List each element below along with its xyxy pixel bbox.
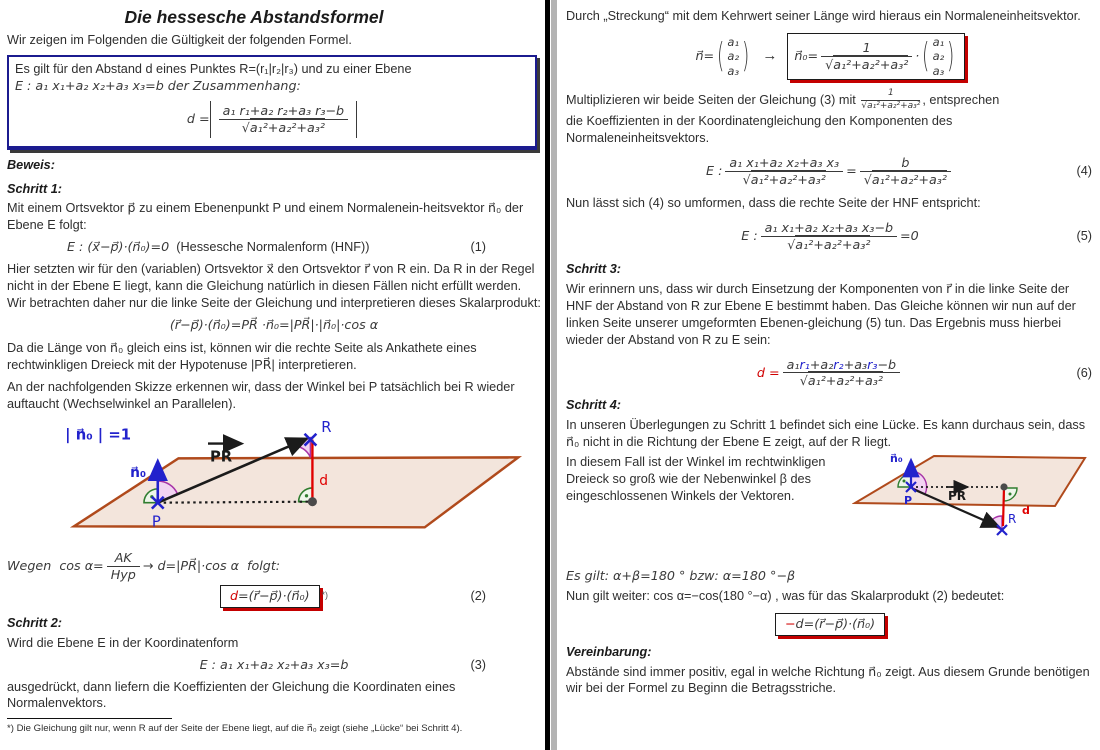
- fraction: $\frac{\text{a₁ r₁+a₂ r₂+a₃ r₃−b}}{\text{√a₁²+a₂²+a₃²}}$: [219, 103, 349, 136]
- plane-distance-diagram: [7, 416, 541, 548]
- label-n0-length: | n⃗₀ | =1: [65, 426, 132, 444]
- column-vector: ( a₁ a₂ a₃ ): [922, 34, 955, 78]
- equation-number: (4): [1076, 163, 1092, 178]
- equation-number: (6): [1076, 365, 1092, 380]
- paragraph: Nun lässt sich (4) so umformen, dass die rechte Seite der HNF entspricht:: [566, 196, 981, 211]
- heading-schritt1: Schritt 1:: [7, 181, 62, 196]
- formula-2-row: [7, 585, 541, 608]
- theorem-line2: E : a₁ x₁+a₂ x₂+a₃ x₃=b der Zusammenhang:: [15, 78, 301, 94]
- plane-distance-diagram-below: [852, 442, 1100, 560]
- formula-6: d = $\frac{\text{a₁r₁+a₂r₂+a₃r₃−b}}{\text{√a₁²+a₂²+a₃²}}$ (6): [756, 356, 1092, 389]
- label-R: R: [321, 419, 332, 437]
- paragraph: Mit einem Ortsvektor p⃗ zu einem Ebenenpunkt P und einem Normalenein-heitsvektor n⃗₀ der Ebene E folgt:: [7, 201, 524, 233]
- column-divider-black: [545, 0, 550, 750]
- paragraph: In diesem Fall ist der Winkel im rechtwinkligen Dreieck so groß wie der Nebenwinkel β des eingeschlossenen Winkels der Vektoren.: [566, 455, 826, 503]
- inline-fraction: $\frac{1}{\text{√a₁²+a₂²+a₃²}}$: [861, 88, 921, 111]
- formula-1: E : (x⃗−p⃗)·(n⃗₀)=0 (Hessesche Normalenform (HNF)) (1): [67, 239, 486, 255]
- paragraph: Es gilt: α+β=180 ° bzw: α=180 °−β: [566, 568, 796, 583]
- equation-number: (2): [470, 589, 486, 603]
- paragraph: ausgedrückt, dann liefern die Koeffizienten der Gleichung die Koordinaten eines Normalenvektors.: [7, 679, 456, 711]
- theorem-formula: d = $\frac{\text{a₁ r₁+a₂ r₂+a₃ r₃−b}}{\text{√a₁²+a₂²+a₃²}}$: [15, 101, 529, 138]
- heading-schritt3: Schritt 3:: [566, 262, 621, 277]
- label-R: R: [1008, 512, 1017, 526]
- angle-dot: [305, 494, 308, 497]
- formula-skalarprodukt: (r⃗−p⃗)·(n⃗₀)=PR⃗ ·n⃗₀=|PR⃗|·|n⃗₀|·cos α: [169, 316, 379, 332]
- heading-schritt4: Schritt 4:: [566, 398, 621, 413]
- label-PR: PR: [948, 489, 967, 503]
- page-title: Die hessesche Abstandsformel: [124, 7, 384, 27]
- fraction: $\frac{1}{\text{√a₁²+a₂²+a₃²}}$: [821, 40, 912, 73]
- column-divider-gray: [551, 0, 557, 750]
- angle-dot: [1009, 493, 1012, 496]
- label-n0: n⃗₀: [890, 452, 903, 465]
- paragraph: Nun gilt weiter: cos α=−cos(180 °−α) , was für das Skalarprodukt (2) bedeutet:: [566, 588, 1005, 603]
- label-PR: PR: [209, 448, 233, 466]
- normal-unit-vector-box: n⃗₀= $\frac{1}{\text{√a₁²+a₂²+a₃²}}$ · ( a₁ a₂ a₃ ): [787, 33, 964, 80]
- label-d: d: [319, 473, 329, 490]
- normal-unit-vector-row: n⃗= ( a₁ a₂ a₃ ) → n⃗₀= $\frac{1}{\text{√a₁²+a₂²+a₃²}}$ · ( a₁ a₂ a₃ ): [566, 33, 1094, 80]
- equation-number: (3): [470, 657, 486, 672]
- formula-5: E : $\frac{\text{a₁ x₁+a₂ x₂+a₃ x₃−b}}{\text{√a₁²+a₂²+a₃²}}$ =0 (5): [741, 220, 1092, 253]
- paragraph: Durch „Streckung“ mit dem Kehrwert seiner Länge wird hieraus ein Normaleneinheitsvektor.: [566, 9, 1081, 23]
- footnote-rule: [7, 718, 172, 719]
- formula-negative-d-box: −d=(r⃗−p⃗)·(n⃗₀): [775, 613, 885, 636]
- paragraph: Wir erinnern uns, dass wir durch Einsetzung der Komponenten von r⃗ in die linke Seite der HNF der Abstand von R zur Ebene E bestimmt haben. Das Gleiche können wir nun auf der linken Seite unserer umgeformten Ebenen-gleichung (5) tun. Das Ergebnis muss hierbei wieder der Abstand von R zu E sein:: [566, 282, 1076, 347]
- formula-2-box: d=(r⃗−p⃗)·(n⃗₀): [220, 585, 320, 608]
- formula-3: E : a₁ x₁+a₂ x₂+a₃ x₃=b (3): [199, 656, 486, 672]
- absolute-value: [210, 101, 358, 138]
- arrow: →: [762, 47, 778, 65]
- left-column: [7, 2, 541, 736]
- paragraph: Wird die Ebene E in der Koordinatenform: [7, 635, 239, 650]
- heading-schritt2: Schritt 2:: [7, 615, 62, 630]
- distance-segment-d: [1003, 487, 1004, 526]
- label-n0: n⃗₀: [130, 465, 147, 482]
- paragraph: Hier setzten wir für den (variablen) Ortsvektor x⃗ den Ortsvektor r⃗ von R ein. Da R in der Regel nicht in der Ebene E liegt, kann die Gleichung natürlich in diesen Fällen nicht erfüllt werden. Wir betrachten daher nur die linke Seite der Gleichung und interpretieren dieses Skalarprodukt:: [7, 262, 541, 310]
- schritt4-figure-block: [566, 454, 1094, 566]
- formula-negative-d-row: [566, 613, 1094, 636]
- theorem-line1: Es gilt für den Abstand d eines Punktes R=(r₁|r₂|r₃) und zu einer Ebene: [15, 62, 412, 77]
- foot-point: [308, 497, 317, 506]
- label-d: d: [1022, 504, 1030, 517]
- heading-beweis: Beweis:: [7, 157, 55, 172]
- equation-number: (1): [470, 240, 486, 255]
- footnote-mark: *): [321, 590, 329, 601]
- label-P: P: [904, 494, 913, 507]
- paragraph: Multiplizieren wir beide Seiten der Gleichung (3) mit $\frac{1}{\text{√a₁²+a₂²+a₃²}}$ , entsprechen die Koeffizienten in der Koordinatengleichung den Komponenten des Normaleneinheitsvektors.: [566, 88, 1000, 145]
- paragraph: In unseren Überlegungen zu Schritt 1 befindet sich eine Lücke. Es kann durchaus sein, dass n⃗₀ nicht in die Richtung der Ebene E zeigt, auf der R liegt.: [566, 418, 1086, 450]
- heading-vereinbarung: Vereinbarung:: [566, 644, 652, 659]
- formula-4: E : $\frac{\text{a₁ x₁+a₂ x₂+a₃ x₃}}{\text{√a₁²+a₂²+a₃²}}$ = $\frac{b}{\text{√a₁²+a₂²+a₃²}}$ (4): [706, 154, 1092, 187]
- theorem-box: [7, 55, 537, 150]
- intro-paragraph: Wir zeigen im Folgenden die Gültigkeit der folgenden Formel.: [7, 33, 352, 48]
- label-P: P: [151, 513, 161, 531]
- paragraph: Abstände sind immer positiv, egal in welche Richtung n⃗₀ zeigt. Aus diesem Grunde benötigen wir bei der Formel zu Beginn die Betragsstriche.: [566, 664, 1090, 696]
- angle-dot: [903, 480, 906, 483]
- foot-point: [1000, 483, 1007, 490]
- paragraph: Da die Länge von n⃗₀ gleich eins ist, können wir die rechte Seite als Ankathete eines rechtwinkligen Dreieck mit der Hypotenuse |PR⃗| interpretieren.: [7, 340, 477, 372]
- fraction: $\frac{AK}{\text{Hyp}}$: [107, 550, 140, 583]
- footnote: *) Die Gleichung gilt nur, wenn R auf der Seite der Ebene liegt, auf die n⃗₀ zeigt (siehe „Lücke“ bei Schritt 4).: [7, 723, 463, 735]
- wegen-line: Wegen cos α= $\frac{AK}{\text{Hyp}}$ → d=|PR⃗|·cos α folgt:: [7, 550, 281, 583]
- paragraph: An der nachfolgenden Skizze erkennen wir, dass der Winkel bei P tatsächlich bei R wieder auftaucht (Wechselwinkel an Parallelen).: [7, 380, 515, 412]
- column-vector: ( a₁ a₂ a₃ ): [717, 34, 750, 78]
- right-column: [566, 2, 1094, 700]
- equation-number: (5): [1076, 229, 1092, 244]
